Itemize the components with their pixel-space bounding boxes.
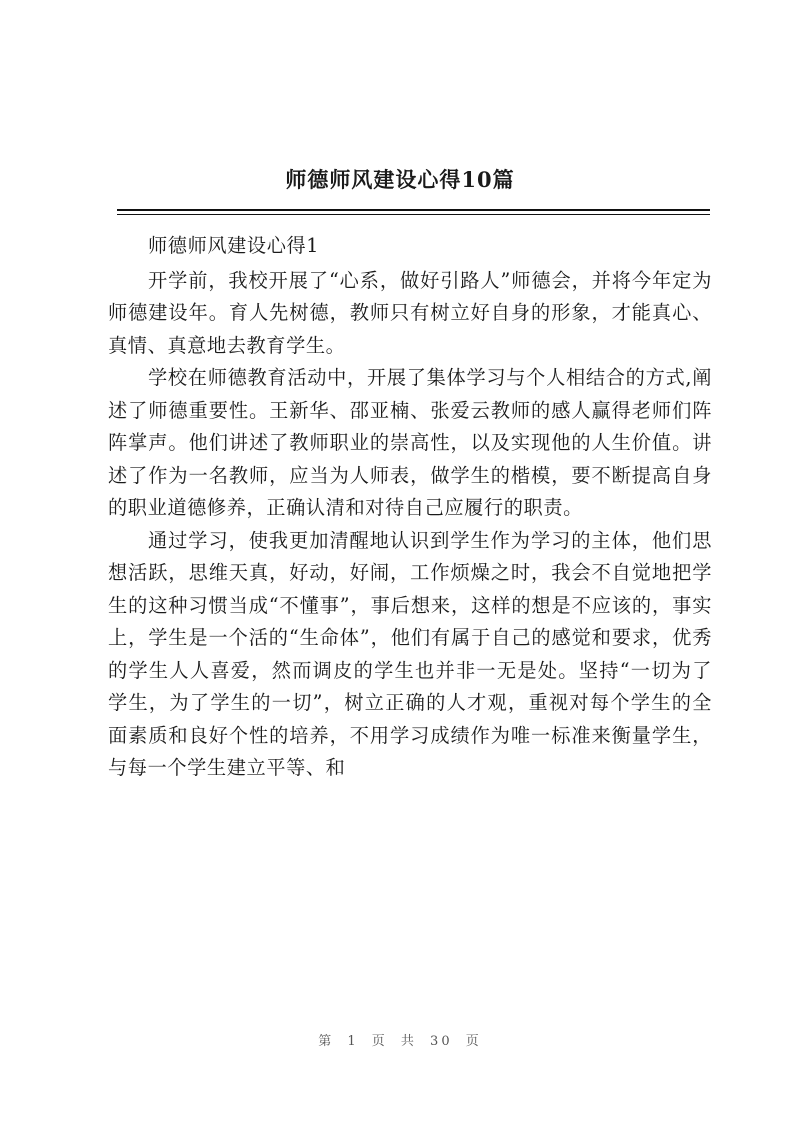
title-divider-thick [117,209,710,211]
paragraph-1: 开学前，我校开展了“心系，做好引路人”师德会，并将今年定为师德建设年。育人先树德，教师只有树立好自身的形象，才能真心、真情、真意地去教育学生。 [108,268,712,357]
paragraph-2: 学校在师德教育活动中，开展了集体学习与个人相结合的方式,阐述了师德重要性。王新华、邵亚楠、张爱云教师的感人赢得老师们阵阵掌声。他们讲述了教师职业的崇高性，以及实现他的人生价值。讲述了作为一名教师，应当为人师表，做学生的楷模，要不断提高自身的职业道德修养，正确认清和对待自己应履行的职责。 [108,366,712,519]
document-body [108,230,712,785]
paragraph-3: 通过学习，使我更加清醒地认识到学生作为学习的主体，他们思想活跃，思维天真，好动，好闹，工作烦燥之时，我会不自觉地把学生的这种习惯当成“不懂事”，事后想来，这样的想是不应该的，事实上，学生是一个活的“生命体”，他们有属于自己的感觉和要求，优秀的学生人人喜爱，然而调皮的学生也并非一无是处。坚持“一切为了学生，为了学生的一切”，树立正确的人才观，重视对每个学生的全面素质和良好个性的培养，不用学习成绩作为唯一标准来衡量学生，与每一个学生建立平等、和 [108,528,712,779]
section-heading: 师德师风建设心得1 [148,234,320,257]
document-title: 师德师风建设心得10篇 [285,167,515,192]
page-footer: 第 1 页 共 30 页 [318,1034,482,1049]
title-divider-thin [117,214,710,215]
